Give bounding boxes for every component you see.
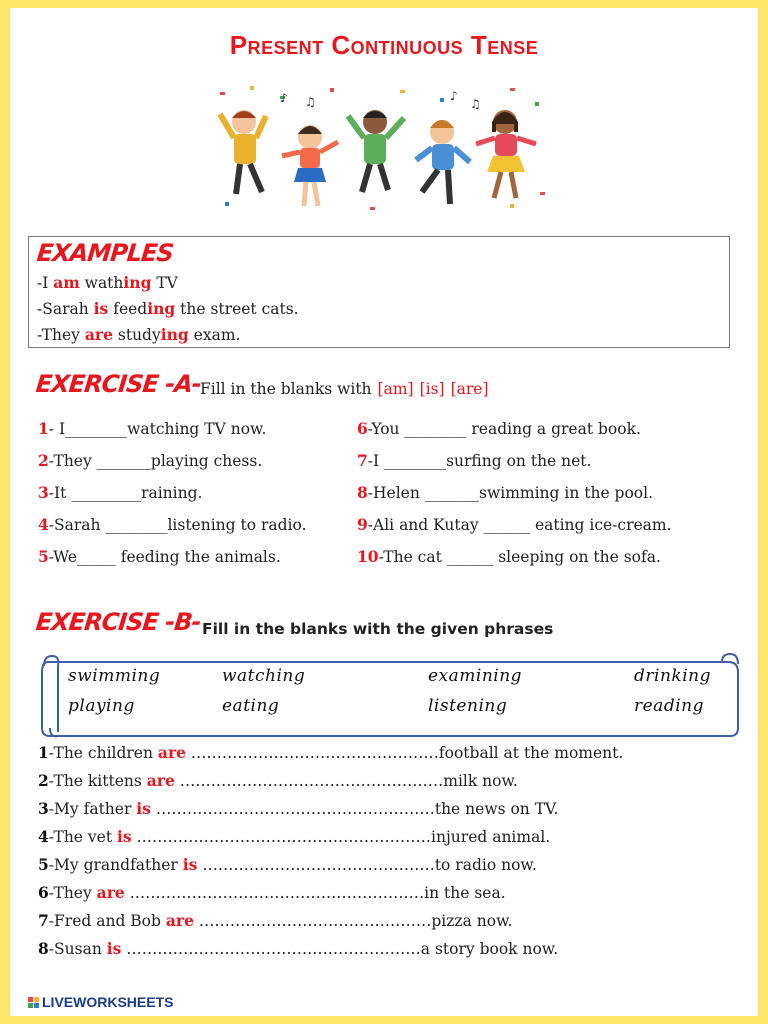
option-is: [is] (419, 380, 445, 398)
phrase-listening: listening (428, 696, 508, 716)
exercise-b-heading: EXERCISE -B- (34, 608, 203, 636)
kid-3 (348, 110, 404, 192)
exercise-b-question[interactable]: 1-The children are …………………………………………football at the moment. (38, 743, 624, 762)
exercise-a-question[interactable]: 4-Sarah ________listening to radio. (38, 515, 307, 534)
phrase-eating: eating (222, 696, 280, 716)
phrase-watching: watching (222, 666, 306, 686)
phrase-scroll-banner (40, 650, 740, 740)
phrase-drinking: drinking (634, 666, 711, 686)
exercise-b-question[interactable]: 5-My grandfather is ………………………………………to radio now. (38, 855, 537, 874)
kid-5 (476, 110, 536, 198)
exercise-a-question[interactable]: 3-It _________raining. (38, 483, 203, 502)
example-line: -I am wathing TV (37, 273, 178, 292)
example-line: -Sarah is feeding the street cats. (37, 299, 299, 318)
exercise-a-question[interactable]: 5-We_____ feeding the animals. (38, 547, 281, 566)
exercise-a-question[interactable]: 10-The cat ______ sleeping on the sofa. (357, 547, 661, 566)
dancing-kids-illustration (210, 82, 550, 217)
exercise-a-question[interactable]: 9-Ali and Kutay ______ eating ice-cream. (357, 515, 672, 534)
exercise-a-question[interactable]: 6-You ________ reading a great book. (357, 419, 641, 438)
exercise-b-instruction: Fill in the blanks with the given phrases (202, 620, 554, 638)
exercise-b-question[interactable]: 2-The kittens are ……………………………………………milk now. (38, 771, 518, 790)
kid-2 (282, 125, 338, 206)
examples-box (28, 236, 730, 348)
option-are: [are] (450, 380, 489, 398)
exercise-b-question[interactable]: 3-My father is ………………………………………………the news on TV. (38, 799, 559, 818)
phrase-swimming: swimming (68, 666, 161, 686)
kid-4 (416, 120, 470, 204)
kid-1 (220, 110, 266, 194)
exercise-a-question[interactable]: 8-Helen _______swimming in the pool. (357, 483, 654, 502)
exercise-a-question[interactable]: 7-I ________surfing on the net. (357, 451, 592, 470)
svg-text:♪: ♪ (450, 89, 458, 103)
exercise-b-question[interactable]: 4-The vet is …………………………………………………injured animal. (38, 827, 551, 846)
exercise-b-question[interactable]: 7-Fred and Bob are ………………………………………pizza now. (38, 911, 513, 930)
phrase-examining: examining (428, 666, 523, 686)
example-line: -They are studying exam. (37, 325, 241, 344)
exercise-a-question[interactable]: 1- I________watching TV now. (38, 419, 267, 438)
svg-text:♫: ♫ (305, 95, 316, 109)
svg-text:♫: ♫ (470, 97, 481, 111)
page-title: Present Continuous Tense (229, 30, 539, 60)
phrase-playing: playing (68, 696, 135, 716)
exercise-b-question[interactable]: 8-Susan is …………………………………………………a story book now. (38, 939, 559, 958)
liveworksheets-logo-icon (28, 997, 40, 1009)
phrase-reading: reading (634, 696, 704, 716)
liveworksheets-logo[interactable]: LIVEWORKSHEETS (28, 994, 173, 1010)
svg-text:♪: ♪ (280, 91, 288, 105)
exercise-a-instruction: Fill in the blanks with [am] [is] [are] (200, 380, 489, 398)
exercise-a-question[interactable]: 2-They _______playing chess. (38, 451, 263, 470)
exercise-a-heading: EXERCISE -A- (34, 370, 203, 398)
exercise-b-question[interactable]: 6-They are …………………………………………………in the sea. (38, 883, 506, 902)
option-am: [am] (377, 380, 414, 398)
examples-heading: EXAMPLES (35, 239, 175, 267)
